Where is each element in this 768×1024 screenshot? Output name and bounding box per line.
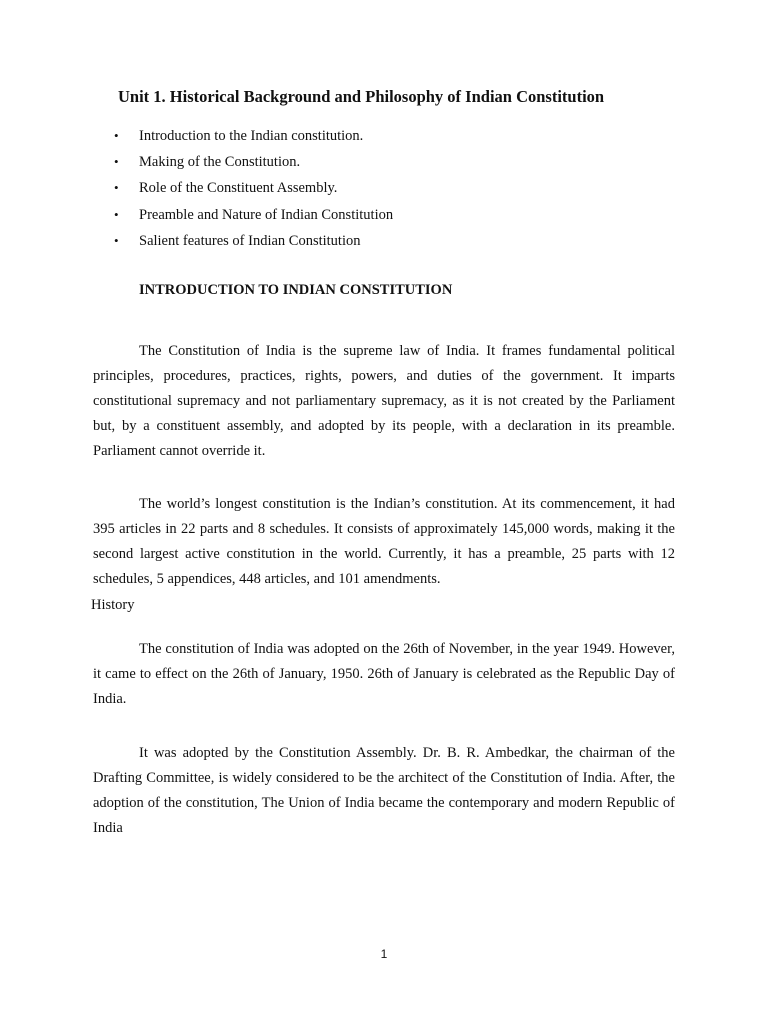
bullet-icon: • bbox=[114, 180, 119, 196]
topic-text: Salient features of Indian Constitution bbox=[139, 232, 361, 249]
bullet-icon: • bbox=[114, 232, 119, 248]
list-item bbox=[114, 178, 393, 204]
topic-text: Making of the Constitution. bbox=[139, 154, 301, 171]
page-number: 1 bbox=[380, 947, 388, 961]
list-item bbox=[114, 205, 393, 231]
paragraph-intro: The Constitution of India is the supreme law of India. It frames fundamental political principles, procedures, practices, rights, powers, and duties of the government. It imparts constitutional supremacy and not parliamentary supremacy, as it is not created by the Parliament but, by a constituent assembly, and adopted by its people, with a declaration in its preamble. Parliament cannot override it. bbox=[93, 343, 675, 459]
topic-text: Introduction to the Indian constitution. bbox=[139, 128, 364, 144]
unit-title: Unit 1. Historical Background and Philosophy of Indian Constitution bbox=[118, 87, 605, 106]
topic-list bbox=[114, 126, 393, 257]
bullet-icon: • bbox=[114, 206, 119, 222]
topic-text: Role of the Constituent Assembly. bbox=[139, 180, 338, 197]
bullet-icon: • bbox=[114, 154, 119, 170]
history-subheading: History bbox=[91, 597, 135, 613]
list-item bbox=[114, 152, 393, 178]
paragraph-adoption: The constitution of India was adopted on the 26th of November, in the year 1949. However, it came to effect on the 26th of January, 1950. 26th of January is celebrated as the Republic Day of India. bbox=[93, 641, 675, 707]
list-item bbox=[114, 126, 393, 152]
paragraph-assembly: It was adopted by the Constitution Assembly. Dr. B. R. Ambedkar, the chairman of the Drafting Committee, is widely considered to be the architect of the Constitution of India. After, the adoption of the constitution, The Union of India became the contemporary and modern Republic of India bbox=[93, 745, 675, 836]
list-item bbox=[114, 231, 393, 257]
topic-text: Preamble and Nature of Indian Constitution bbox=[139, 206, 394, 223]
section-heading: INTRODUCTION TO INDIAN CONSTITUTION bbox=[139, 282, 453, 298]
bullet-icon: • bbox=[114, 128, 119, 143]
paragraph-length: The world’s longest constitution is the Indian’s constitution. At its commencement, it had 395 articles in 22 parts and 8 schedules. It consists of approximately 145,000 words, making it the second largest active constitution in the world. Currently, it has a preamble, 25 parts with 12 schedules, 5 appendices, 448 articles, and 101 amendments. bbox=[93, 496, 675, 587]
